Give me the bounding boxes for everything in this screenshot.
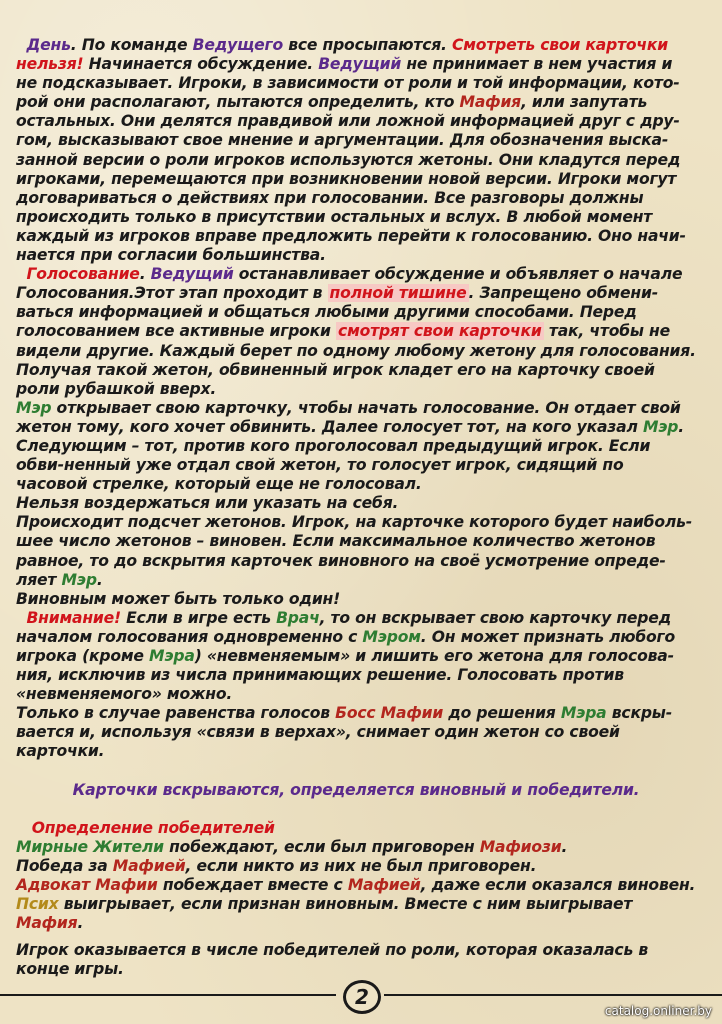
- paragraph-only-one: Виновным может быть только один!: [16, 589, 341, 608]
- highlight-silence: полной тишине: [329, 284, 467, 303]
- warning-no-cards: Смотреть свои карточки нельзя!: [16, 36, 669, 74]
- footer-line-left: [0, 994, 336, 996]
- highlight-look-cards: смотрят свои карточки: [338, 322, 542, 341]
- paragraph-reveal: Карточки вскрываются, определяется виновный и победители.: [72, 780, 640, 799]
- rules-text: [16, 36, 696, 979]
- paragraph-mayor: Мэр открывает свою карточку, чтобы начать голосование. Он отдает свой жетон тому, кого хочет обвинить. Далее голосует тот, на кого указал Мэр. Следующим – тот, против кого проголосовал предыдущий игрок. Если обви-ненный уже отдал свой жетон, то голосует игрок, сидящий по часовой стрелке, который еще не голосовал.: [16, 398, 684, 494]
- footer-line-right: [384, 994, 722, 996]
- spacer: [16, 762, 696, 781]
- paragraph-count: Происходит подсчет жетонов. Игрок, на карточке которого будет наиболь-шее число жетонов – виновен. Если максимальное количество жетонов равное, то до вскрытия карточек виновного на своё усмотрение опреде-ляет Мэр.: [16, 513, 693, 589]
- paragraph-attention: Внимание! Если в игре есть Врач, то он вскрывает свою карточку перед началом голосования одновременно с Мэром. Он может признать любого игрока (кроме Мэра) «невменяемым» и лишить его жетона для голосова-ния, исключив из числа принимающих решение. Голосовать против «невменяемого» можно.: [16, 608, 676, 704]
- watermark-credit: catalog.onliner.by: [604, 1004, 712, 1018]
- winner-lawyer: Адвокат Мафии побеждает вместе с Мафией, даже если оказался виновен.: [16, 875, 696, 894]
- winner-civilians: Мирные Жители побеждают, если был приговорен Мафиози.: [16, 837, 568, 856]
- section-title-winners: Определение победителей: [31, 818, 275, 837]
- paragraph-voting: Голосование. Ведущий останавливает обсуждение и объявляет о начале Голосования.Этот этап проходит в полной тишине . Запрещено обмени-ваться информацией и общаться любыми другими способами. Перед голосованием все активные игроки смотрят свои карточки так, чтобы не видели другие. Каждый берет по одному любому жетону для голосования. Получая такой жетон, обвиненный игрок кладет его на карточку своей роли рубашкой вверх.: [16, 265, 696, 398]
- term-day: День: [26, 36, 71, 54]
- winner-psycho: Псих выигрывает, если признан виновным. Вместе с ним выигрывает Мафия.: [16, 895, 633, 933]
- spacer: [16, 800, 696, 819]
- page-number: 2: [343, 980, 381, 1014]
- paragraph-day: День. По команде Ведущего все просыпаются. Смотреть свои карточки нельзя! Начинается обсуждение. Ведущий не принимает в нем участия и не подсказывает. Игроки, в зависимости от роли и той информации, кото-рой они располагают, пытаются определить, кто Мафия, или запутать остальных. Они делятся правдивой или ложной информацией друг с дру-гом, высказывают свое мнение и аргументации. Для обозначения выска-занной версии о роли игроков используются жетоны. Они кладутся перед игроками, перемещаются при возникновении новой версии. Игроки могут договариваться о действиях при голосовании. Все разговоры должны происходить только в присутствии остальных и вслух. В любой момент каждый из игроков вправе предложить перейти к голосованию. Оно начи-нается при согласии большинства.: [16, 36, 686, 265]
- spacer: [16, 933, 696, 941]
- term-voting: Голосование: [26, 265, 140, 284]
- winner-mafia: Победа за Мафией, если никто из них не был приговорен.: [16, 856, 537, 875]
- paragraph-final: Игрок оказывается в числе победителей по роли, которая оказалась в конце игры.: [16, 941, 649, 979]
- paragraph-boss: Только в случае равенства голосов Босс Мафии до решения Мэра вскры-вается и, используя «связи в верхах», снимает один жетон со своей карточки.: [16, 704, 672, 761]
- paragraph-no-abstain: Нельзя воздержаться или указать на себя.: [16, 494, 399, 513]
